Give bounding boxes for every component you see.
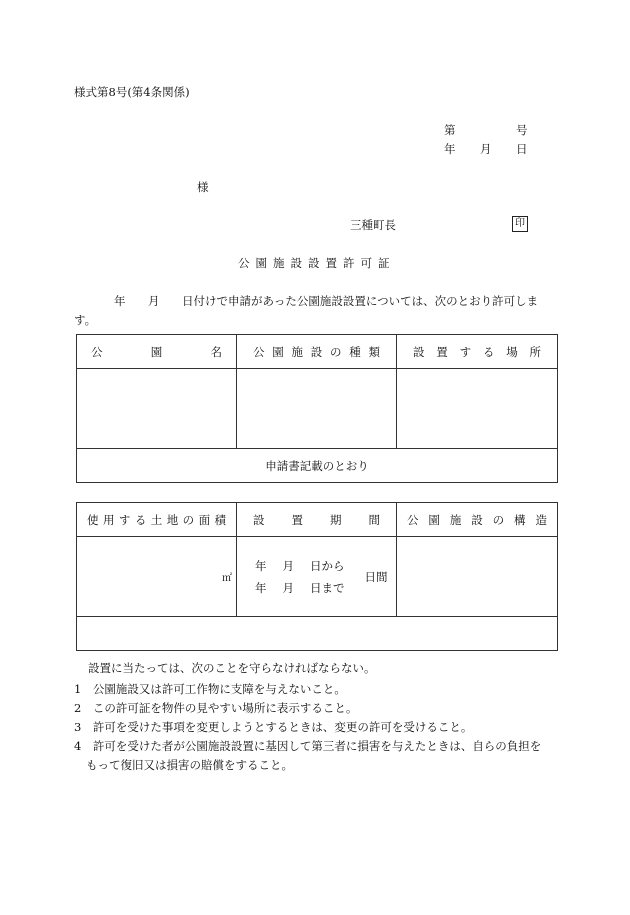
period-to: 年 月 日まで bbox=[255, 580, 345, 595]
intro-month: 月 bbox=[148, 294, 160, 308]
period-days: 日間 bbox=[364, 569, 388, 584]
notes-intro: 設置に当たっては、次のことを守らなければならない。 bbox=[88, 661, 376, 675]
note-item-1: 1 公園施設又は許可工作物に支障を与えないこと。 bbox=[74, 682, 346, 696]
area-unit: ㎡ bbox=[222, 573, 232, 584]
date-day: 日 bbox=[516, 142, 528, 156]
header-facility-type: 公 園 施 設 の 種 類 bbox=[237, 335, 397, 369]
permit-table-1 bbox=[76, 334, 558, 483]
remarks-cell bbox=[77, 617, 558, 651]
park-name-cell bbox=[77, 369, 237, 449]
header-installation-site: 設 置 す る 場 所 bbox=[397, 335, 558, 369]
header-land-area: 使 用 す る 土 地 の 面 積 bbox=[77, 503, 237, 537]
note-item-4: 4 許可を受けた者が公園施設設置に基因して第三者に損害を与えたときは、自らの負担を bbox=[74, 739, 542, 753]
installation-site-cell bbox=[397, 369, 558, 449]
issuer-name: 三種町長 bbox=[350, 218, 396, 232]
land-area-cell bbox=[77, 537, 237, 617]
date-year: 年 bbox=[444, 142, 456, 156]
seal-mark: 印 bbox=[512, 216, 528, 232]
facility-type-cell bbox=[237, 369, 397, 449]
note-item-3: 3 許可を受けた事項を変更しようとするときは、変更の許可を受けること。 bbox=[74, 720, 473, 734]
note-item-2: 2 この許可証を物件の見やすい場所に表示すること。 bbox=[74, 701, 358, 715]
as-per-application: 申請書記載のとおり bbox=[77, 449, 558, 483]
header-park-name: 公 園 名 bbox=[77, 335, 237, 369]
facility-structure-cell bbox=[397, 537, 558, 617]
permit-table-2 bbox=[76, 502, 558, 651]
note-item-4-continuation: もって復旧又は損害の賠償をすること。 bbox=[86, 758, 293, 772]
addressee-suffix: 様 bbox=[197, 180, 209, 194]
form-label: 様式第8号(第4条関係) bbox=[74, 85, 190, 99]
document-title: 公園施設設置許可証 bbox=[238, 256, 396, 270]
header-facility-structure: 公 園 施 設 の 構 造 bbox=[397, 503, 558, 537]
date-month: 月 bbox=[480, 142, 492, 156]
intro-line2: す。 bbox=[74, 313, 97, 327]
intro-line1: 日付けで申請があった公園施設設置については、次のとおり許可しま bbox=[182, 294, 539, 308]
number-suffix: 号 bbox=[516, 123, 528, 137]
intro-year: 年 bbox=[114, 294, 126, 308]
period-from: 年 月 日から bbox=[255, 558, 345, 573]
number-prefix: 第 bbox=[444, 123, 456, 137]
installation-period-cell bbox=[237, 537, 397, 617]
header-installation-period: 設 置 期 間 bbox=[237, 503, 397, 537]
